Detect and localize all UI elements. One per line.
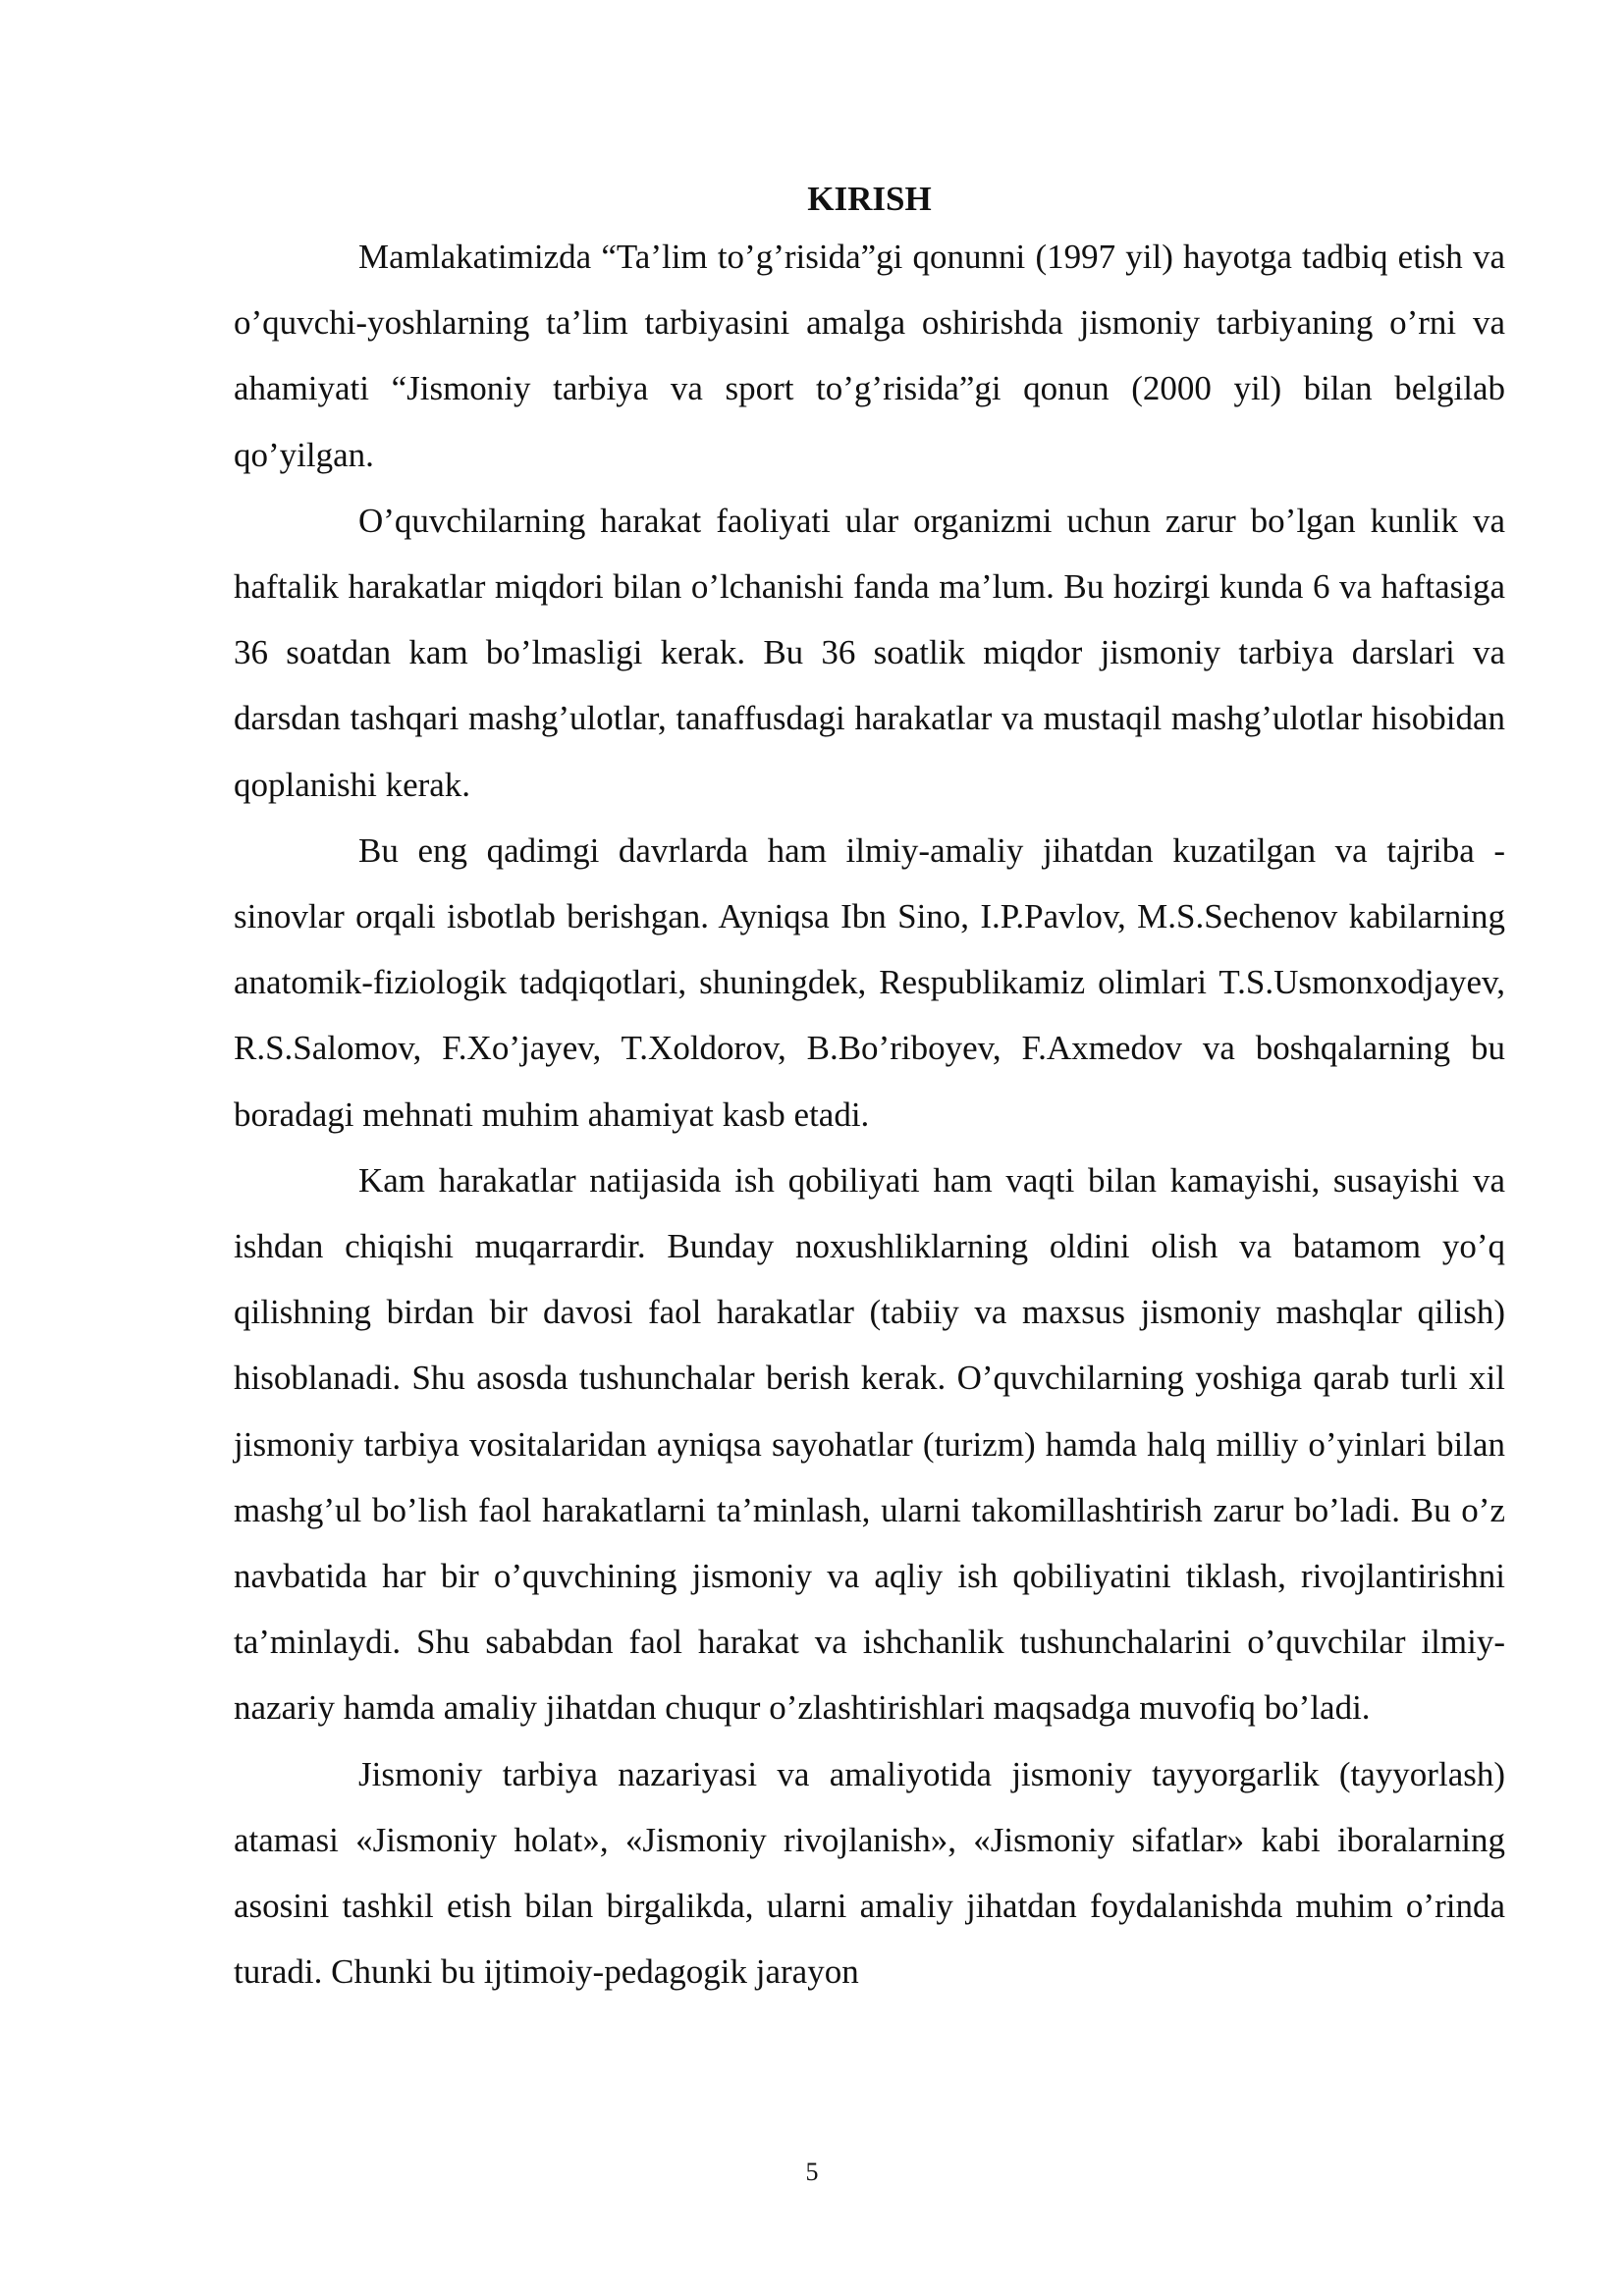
paragraph-5: Jismoniy tarbiya nazariyasi va amaliyotida jismoniy tayyorgarlik (tayyorlash) atamasi «Jismoniy holat», «Jismoniy rivojlanish», «Jismoniy sifatlar» kabi iboralarning asosini tashkil etish bilan birgalikda, ularni amaliy jihatdan foydalanishda muhim o’rinda turadi. Chunki bu ijtimoiy-pedagogik jarayon <box>234 1754 1505 1992</box>
page-content <box>234 175 1505 2004</box>
paragraph-1: Mamlakatimizda “Ta’lim to’g’risida”gi qonunni (1997 yil) hayotga tadbiq etish va o’quvchi-yoshlarning ta’lim tarbiyasini amalga oshirishda jismoniy tarbiyaning o’rni va ahamiyati “Jismoniy tarbiya va sport to’g’risida”gi qonun (2000 yil) bilan belgilab qo’yilgan. <box>234 238 1505 474</box>
page-title: KIRISH <box>807 180 932 218</box>
paragraph-2: O’quvchilarning harakat faoliyati ular organizmi uchun zarur bo’lgan kunlik va haftalik harakatlar miqdori bilan o’lchanishi fanda ma’lum. Bu hozirgi kunda 6 va haftasiga 36 soatdan kam bo’lmasligi kerak. Bu 36 soatlik miqdor jismoniy tarbiya darslari va darsdan tashqari mashg’ulotlar, tanaffusdagi harakatlar va mustaqil mashg’ulotlar hisobidan qoplanishi kerak. <box>234 501 1505 804</box>
page-number: 5 <box>805 2158 819 2186</box>
paragraph-3: Bu eng qadimgi davrlarda ham ilmiy-amaliy jihatdan kuzatilgan va tajriba - sinovlar orqali isbotlab berishgan. Ayniqsa Ibn Sino, I.P.Pavlov, M.S.Sechenov kabilarning anatomik-fiziologik tadqiqotlari, shuningdek, Respublikamiz olimlari T.S.Usmonxodjayev, R.S.Salomov, F.Xo’jayev, T.Xoldorov, B.Bo’riboyev, F.Axmedov va boshqalarning bu boradagi mehnati muhim ahamiyat kasb etadi. <box>234 830 1505 1134</box>
paragraph-4: Kam harakatlar natijasida ish qobiliyati ham vaqti bilan kamayishi, susayishi va ishdan chiqishi muqarrardir. Bunday noxushliklarning oldini olish va batamom yo’q qilishning birdan bir davosi faol harakatlar (tabiiy va maxsus jismoniy mashqlar qilish) hisoblanadi. Shu asosda tushunchalar berish kerak. O’quvchilarning yoshiga qarab turli xil jismoniy tarbiya vositalaridan ayniqsa sayohatlar (turizm) hamda halq milliy o’yinlari bilan mashg’ul bo’lish faol harakatlarni ta’minlash, ularni takomillashtirish zarur bo’ladi. Bu o’z navbatida har bir o’quvchining jismoniy va aqliy ish qobiliyatini tiklash, rivojlantirishni ta’minlaydi. Shu sababdan faol harakat va ishchanlik tushunchalarini o’quvchilar ilmiy-nazariy hamda amaliy jihatdan chuqur o’zlashtirishlari maqsadga muvofiq bo’ladi. <box>234 1160 1505 1728</box>
